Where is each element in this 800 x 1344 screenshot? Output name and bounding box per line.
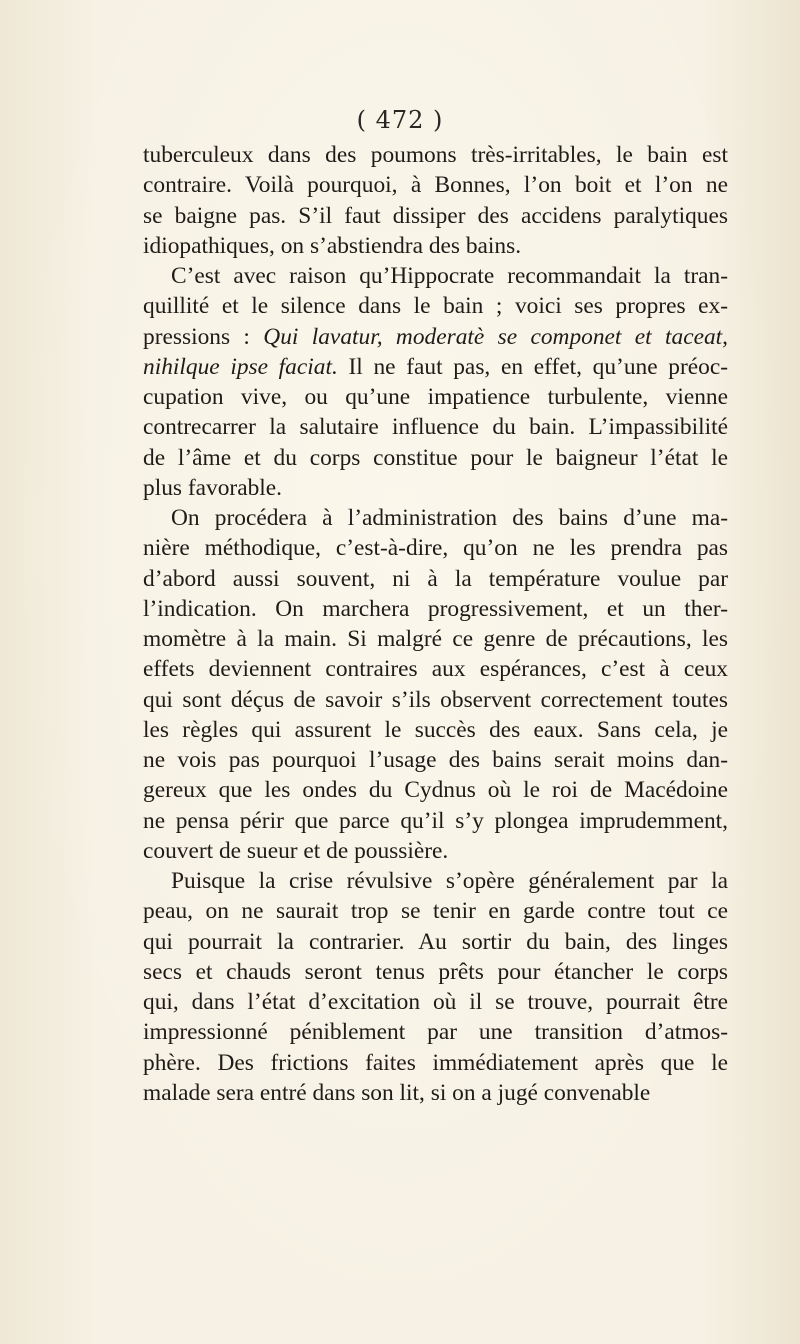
latin-quotation: Qui lavatur, moderatè se componet et taceat,	[263, 323, 729, 350]
text-line	[143, 654, 728, 684]
text-span: qui pourrait la contrarier. Au sortir du bain, des linges	[143, 928, 728, 955]
text-line	[143, 503, 728, 533]
text-line	[143, 170, 728, 200]
text-span: Il ne faut pas, en effet, qu’une préoc-	[337, 353, 728, 380]
text-span: les règles qui assurent le succès des eaux. Sans cela, je	[143, 716, 728, 743]
text-line	[143, 836, 728, 866]
paragraph	[143, 261, 728, 503]
text-line	[143, 1017, 728, 1047]
text-line	[143, 231, 728, 261]
text-span: d’abord aussi souvent, ni à la température voulue par	[143, 565, 728, 592]
text-line	[143, 806, 728, 836]
text-span: secs et chauds seront tenus prêts pour étancher le corps	[143, 958, 728, 985]
text-span: peau, on ne saurait trop se tenir en garde contre tout ce	[143, 898, 728, 925]
text-span: cupation vive, ou qu’une impatience turbulente, vienne	[143, 384, 728, 410]
text-span: ne vois pas pourquoi l’usage des bains serait moins dan-	[143, 747, 728, 773]
text-line	[143, 594, 728, 624]
text-line	[143, 322, 728, 352]
text-span: tuberculeux dans des poumons très-irritables, le bain est	[143, 142, 728, 168]
text-line	[143, 685, 728, 715]
paragraph	[143, 866, 728, 1108]
text-line	[143, 624, 728, 654]
text-line	[143, 201, 728, 231]
text-line	[143, 382, 728, 412]
text-line	[143, 564, 728, 594]
text-span: impressionné péniblement par une transition d’atmos-	[143, 1019, 728, 1046]
text-line	[143, 352, 728, 382]
text-span: idiopathiques, on s’abstiendra des bains.	[143, 232, 522, 259]
text-line	[143, 473, 728, 503]
text-span: contraire. Voilà pourquoi, à Bonnes, l’on boit et l’on ne	[143, 172, 728, 199]
text-span: qui sont déçus de savoir s’ils observent correctement toutes	[143, 686, 728, 713]
latin-quotation: nihilque ipse faciat.	[143, 353, 338, 380]
text-line	[143, 715, 728, 745]
text-span: C’est avec raison qu’Hippocrate recommandait la tran-	[171, 263, 728, 289]
text-span: qui, dans l’état d’excitation où il se trouve, pourrait être	[143, 989, 728, 1015]
text-line	[143, 443, 728, 473]
text-span: couvert de sueur et de poussière.	[143, 837, 449, 864]
text-line	[143, 1078, 728, 1108]
text-span: l’indication. On marchera progressivement, et un ther-	[143, 595, 728, 622]
text-span: pressions :	[143, 323, 264, 350]
body-text	[143, 140, 728, 1108]
text-span: On procédera à l’administration des bains d’une ma-	[171, 505, 728, 531]
text-line	[143, 261, 728, 291]
text-line	[143, 412, 728, 442]
text-span: quillité et le silence dans le bain ; voici ses propres ex-	[143, 293, 728, 320]
text-line	[143, 745, 728, 775]
text-span: de l’âme et du corps constitue pour le baigneur l’état le	[143, 444, 728, 471]
text-span: effets deviennent contraires aux espérances, c’est à ceux	[143, 656, 728, 683]
text-span: plus favorable.	[143, 474, 282, 501]
text-span: se baigne pas. S’il faut dissiper des accidens paralytiques	[143, 202, 728, 229]
text-line	[143, 1048, 728, 1078]
text-span: contrecarrer la salutaire influence du bain. L’impassibilité	[143, 414, 728, 441]
text-line	[143, 140, 728, 170]
text-span: momètre à la main. Si malgré ce genre de précautions, les	[143, 626, 728, 652]
text-span: phère. Des frictions faites immédiatement après que le	[143, 1049, 728, 1076]
text-line	[143, 866, 728, 896]
page-number: ( 472 )	[356, 106, 444, 134]
text-line	[143, 775, 728, 805]
text-span: ne pensa périr que parce qu’il s’y plongea imprudemment,	[143, 807, 728, 834]
text-line	[143, 957, 728, 987]
text-span: Puisque la crise révulsive s’opère généralement par la	[171, 868, 728, 894]
text-line	[143, 533, 728, 563]
text-line	[143, 927, 728, 957]
paragraph	[143, 503, 728, 866]
text-span: gereux que les ondes du Cydnus où le roi de Macédoine	[143, 777, 728, 804]
text-line	[143, 896, 728, 926]
text-line	[143, 987, 728, 1017]
text-span: malade sera entré dans son lit, si on a jugé convenable	[143, 1079, 651, 1106]
text-line	[143, 291, 728, 321]
text-span: nière méthodique, c’est-à-dire, qu’on ne les prendra pas	[143, 535, 728, 562]
paragraph	[143, 140, 728, 261]
